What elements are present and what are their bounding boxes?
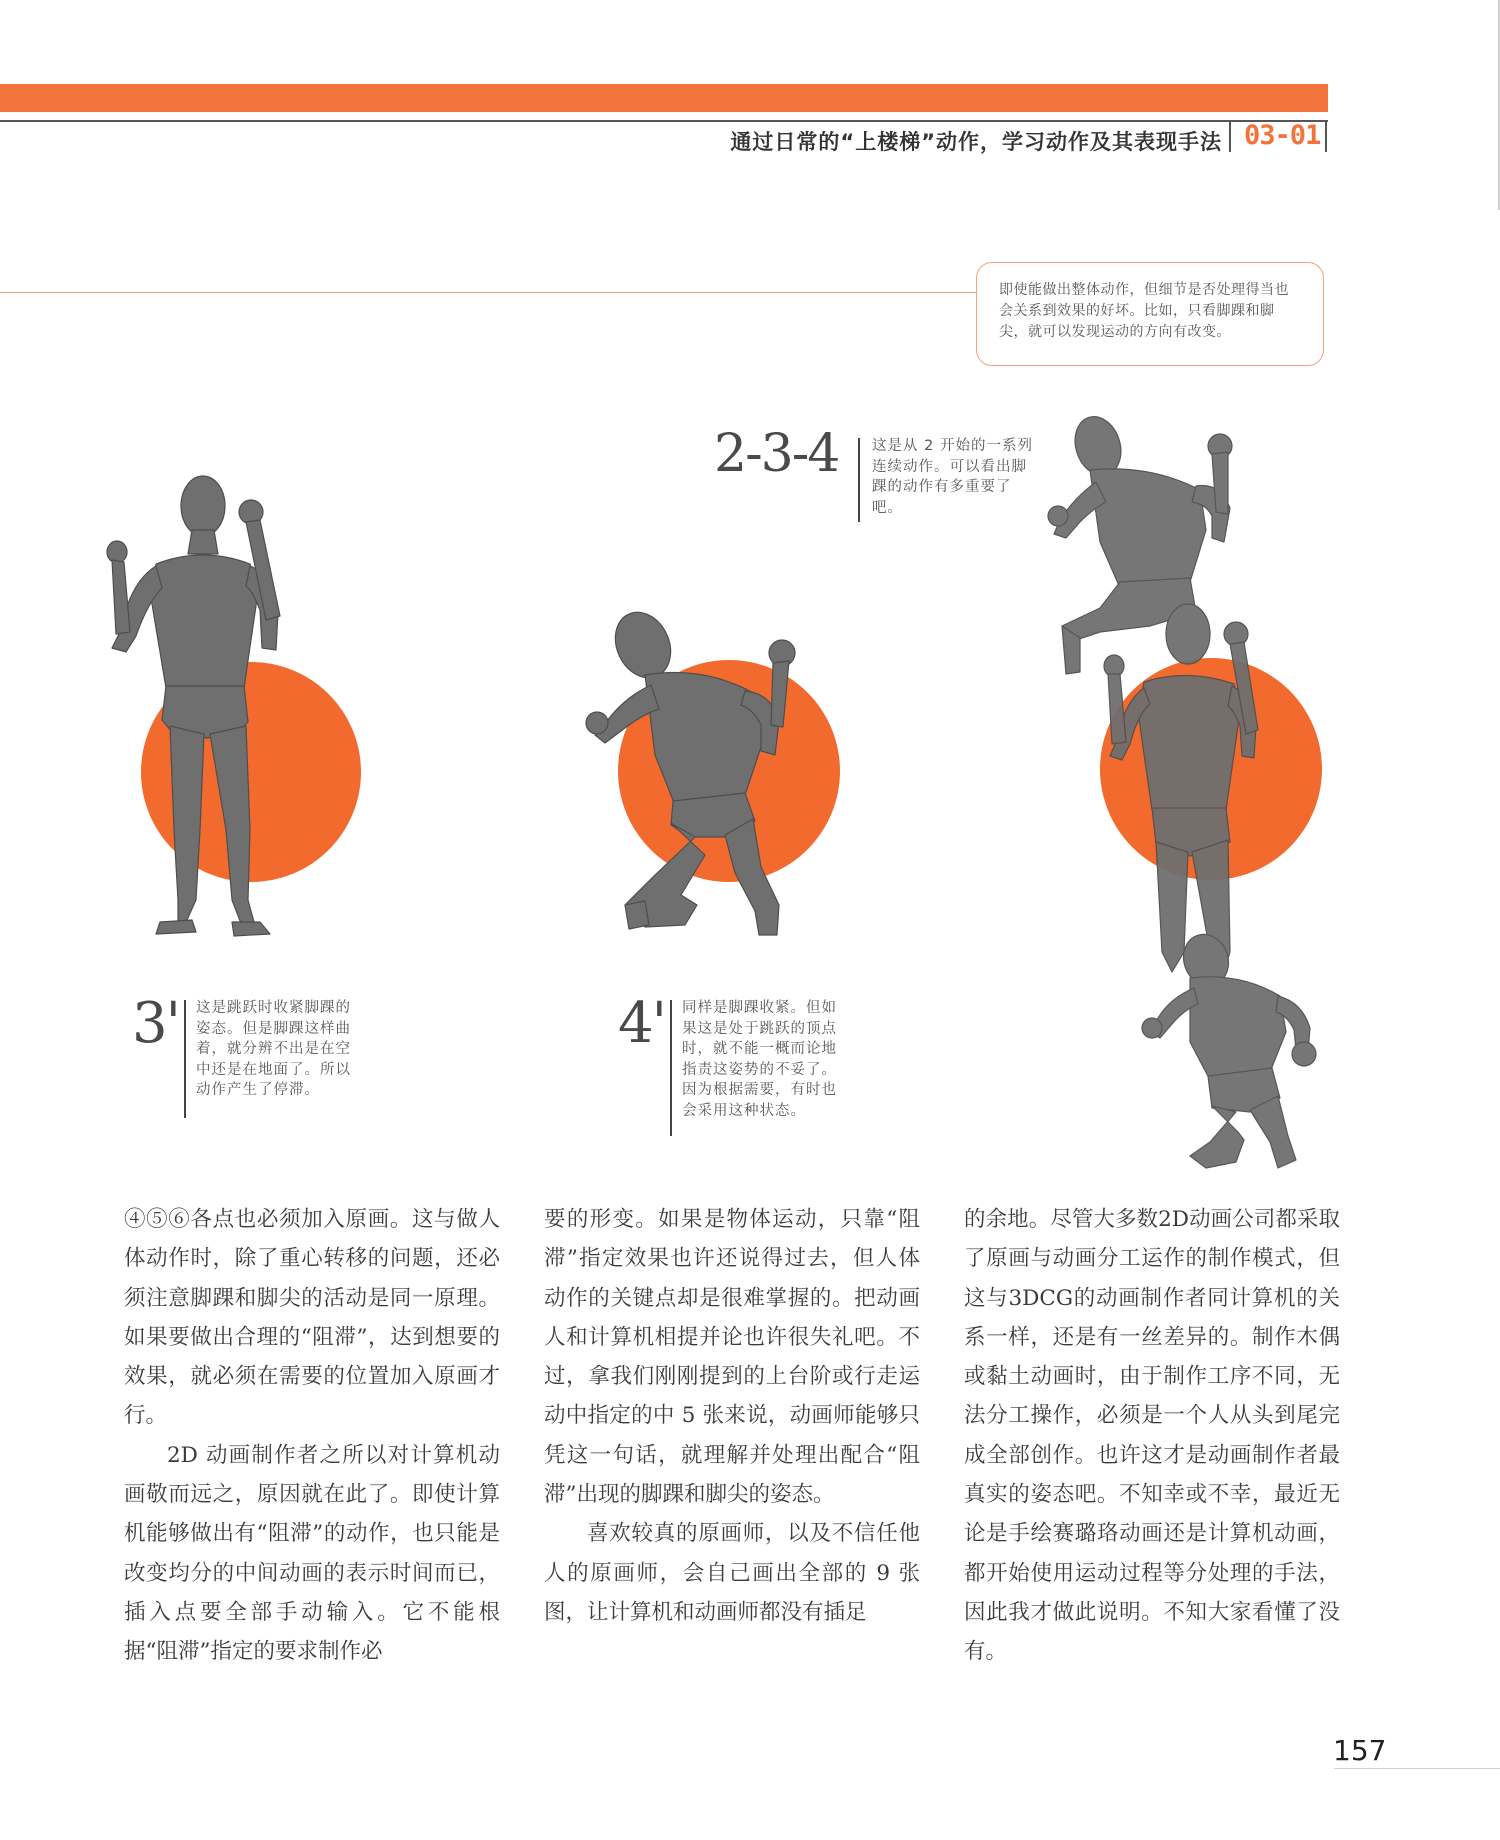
caption-number-3p: 3'	[132, 991, 180, 1056]
note-leader-line	[0, 292, 976, 293]
footer-rule	[1334, 1768, 1500, 1769]
figure-3p	[100, 470, 340, 970]
caption-text-4p: 同样是脚踝收紧。但如果这是处于跳跃的顶点时，就不能一概而论地指责这姿势的不妥了。因为根据需要，有时也会采用这种状态。	[682, 1000, 837, 1119]
figure-sequence-234	[1040, 412, 1360, 1172]
header-divider	[1229, 122, 1231, 152]
note-box	[976, 262, 1324, 366]
header-accent-bar	[0, 84, 1328, 112]
caption-text-3p: 这是跳跃时收紧脚踝的姿态。但是脚踝这样曲着，就分辨不出是在空中还是在地面了。所以动作产生了停滞。	[196, 1000, 351, 1098]
caption-number-234: 2-3-4	[714, 424, 839, 484]
paragraph: 2D 动画制作者之所以对计算机动画敬而远之，原因就在此了。即使计算机能够做出有“阻滞”的动作，也只能是改变均分的中间动画的表示时间而已，插入点要全部手动输入。它不能根据“阻滞”指定的要求制作必	[124, 1442, 500, 1665]
caption-text-234: 这是从 2 开始的一系列连续动作。可以看出脚踝的动作有多重要了吧。	[872, 438, 1033, 516]
caption-rule-3p	[184, 1000, 186, 1118]
paragraph: 的余地。尽管大多数2D动画公司都采取了原画与动画分工运作的制作模式，但这与3DCG的动画制作者同计算机的关系一样，还是有一丝差异的。制作木偶或黏土动画时，由于制作工序不同，无法分工操作，必须是一个人从头到尾完成全部创作。也许这才是动画制作者最真实的姿态吧。不知幸或不幸，最近无论是手绘赛璐珞动画还是计算机动画，都开始使用运动过程等分处理的手法，因此我才做此说明。不知大家看懂了没有。	[964, 1207, 1340, 1665]
text-column-2	[544, 1200, 920, 1632]
caption-number-4p: 4'	[618, 991, 666, 1056]
paragraph: ④⑤⑥各点也必须加入原画。这与做人体动作时，除了重心转移的问题，还必须注意脚踝和脚尖的活动是同一原理。如果要做出合理的“阻滞”，达到想要的效果，就必须在需要的位置加入原画才行。	[124, 1207, 500, 1429]
section-number: 03-01	[1244, 120, 1321, 151]
paragraph: 喜欢较真的原画师，以及不信任他人的原画师，会自己画出全部的 9 张图，让计算机和动画师都没有插足	[544, 1521, 920, 1625]
text-column-3	[964, 1200, 1340, 1672]
header-divider-right	[1325, 122, 1327, 152]
header-rule	[0, 120, 1328, 122]
figure-4p	[585, 605, 825, 945]
text-column-1	[124, 1200, 500, 1672]
caption-rule-4p	[670, 1000, 672, 1136]
page-number: 157	[1333, 1734, 1387, 1767]
caption-rule-234	[858, 438, 860, 522]
note-text: 即使能做出整体动作，但细节是否处理得当也会关系到效果的好坏。比如，只看脚踝和脚尖，就可以发现运动的方向有改变。	[999, 282, 1289, 340]
paragraph: 要的形变。如果是物体运动，只靠“阻滞”指定效果也许还说得过去，但人体动作的关键点却是很难掌握的。把动画人和计算机相提并论也许很失礼吧。不过，拿我们刚刚提到的上台阶或行走运动中指定的中 5 张来说，动画师能够只凭这一句话，就理解并处理出配合“阻滞”出现的脚踝和脚尖的姿态。	[544, 1207, 920, 1508]
page-title: 通过日常的“上楼梯”动作，学习动作及其表现手法	[730, 130, 1222, 154]
